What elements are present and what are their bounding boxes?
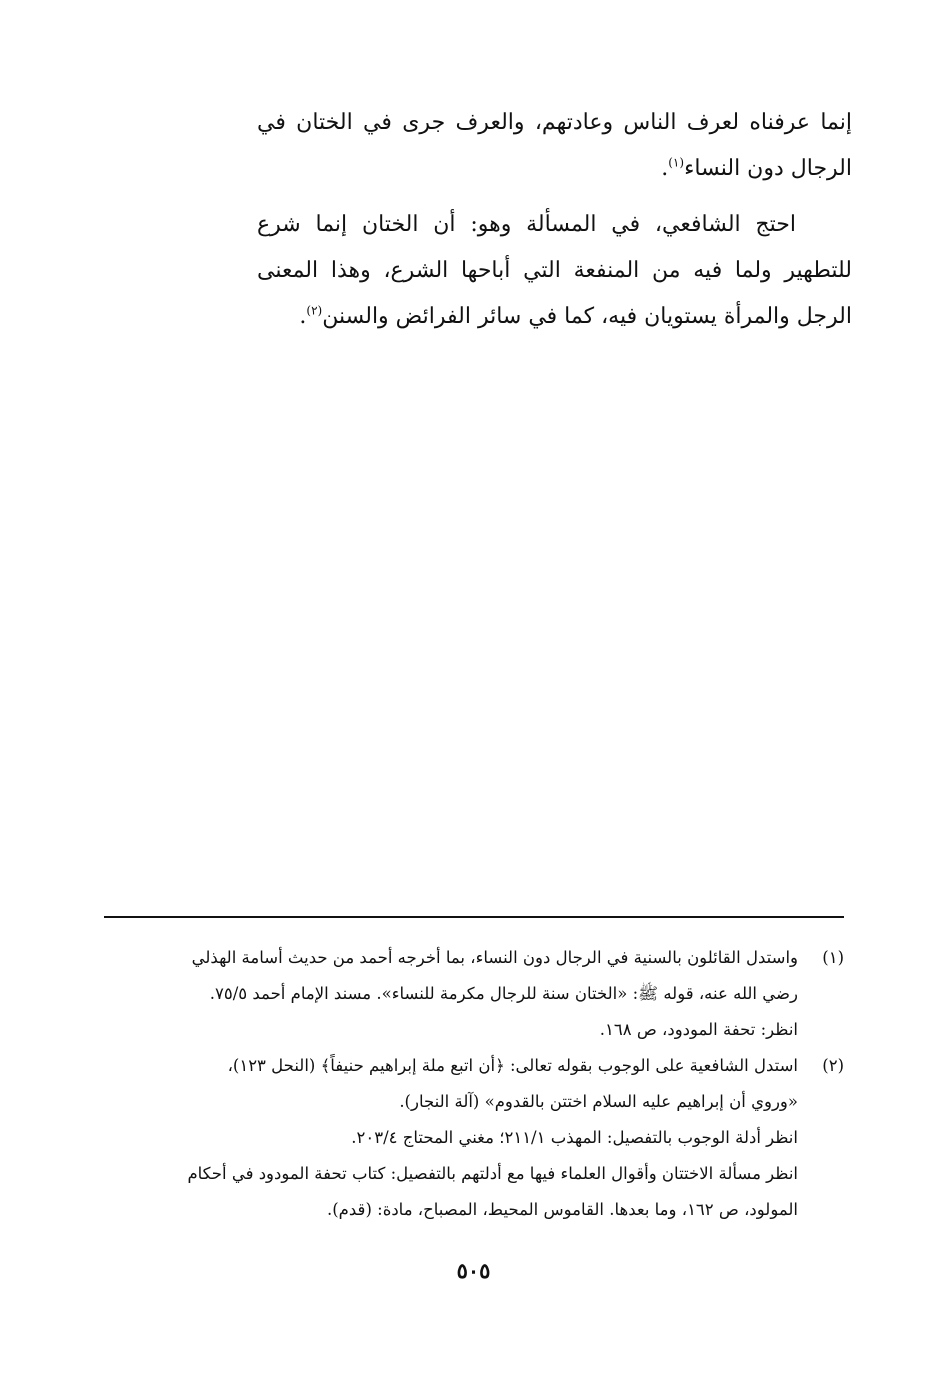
paragraph-2 xyxy=(257,202,852,340)
footnote-2 xyxy=(102,1048,844,1228)
paragraph-1-text: إنما عرفناه لعرف الناس وعادتهم، والعرف جرى في الختان في الرجال دون النساء xyxy=(257,110,852,181)
footnote-1-line-2: رضي الله عنه، قوله ﷺ: «الختان سنة للرجال مكرمة للنساء». مسند الإمام أحمد ٧٥/٥. xyxy=(209,984,798,1003)
footnote-2-line-4: انظر مسألة الاختتان وأقوال العلماء فيها مع أدلتهم بالتفصيل: كتاب تحفة المودود في أحكام xyxy=(187,1164,798,1183)
main-text xyxy=(257,100,852,350)
footnote-2-line-5: المولود، ص ١٦٢، وما بعدها. القاموس المحيط، المصباح، مادة: (قدم). xyxy=(327,1200,798,1219)
footnote-1-line-3: انظر: تحفة المودود، ص ١٦٨. xyxy=(599,1020,798,1039)
page-number: ٥٠٥ xyxy=(456,1258,491,1283)
paragraph-2-text: احتج الشافعي، في المسألة وهو: أن الختان إنما شرع للتطهير ولما فيه من المنفعة التي أباحها الشرع، وهذا المعنى الرجل والمرأة يستويان فيه، كما في سائر الفرائض والسنن xyxy=(257,212,852,329)
footnote-1-number: (١) xyxy=(822,948,844,967)
footnotes-section xyxy=(102,940,844,1228)
footnote-1-line-1: واستدل القائلون بالسنية في الرجال دون النساء، بما أخرجه أحمد من حديث أسامة الهذلي xyxy=(191,948,798,967)
footnote-2-line-2: «وروي أن إبراهيم عليه السلام اختتن بالقدوم» (آلة النجار). xyxy=(399,1092,798,1111)
footnote-2-number: (٢) xyxy=(822,1056,844,1075)
paragraph-1 xyxy=(257,100,852,192)
footnote-ref-2[interactable]: (٢) xyxy=(306,303,323,318)
footnote-separator xyxy=(104,916,844,918)
footnote-2-line-3: انظر أدلة الوجوب بالتفصيل: المهذب ٢١١/١؛ مغني المحتاج ٢٠٣/٤. xyxy=(351,1128,798,1147)
paragraph-1-end: . xyxy=(661,156,669,181)
footnote-1 xyxy=(102,940,844,1048)
footnote-2-line-1: استدل الشافعية على الوجوب بقوله تعالى: ﴿أن اتبع ملة إبراهيم حنيفاً﴾ (النحل ١٢٣)، xyxy=(227,1056,798,1075)
paragraph-2-end: . xyxy=(299,304,307,329)
footnote-ref-1[interactable]: (١) xyxy=(668,155,685,170)
